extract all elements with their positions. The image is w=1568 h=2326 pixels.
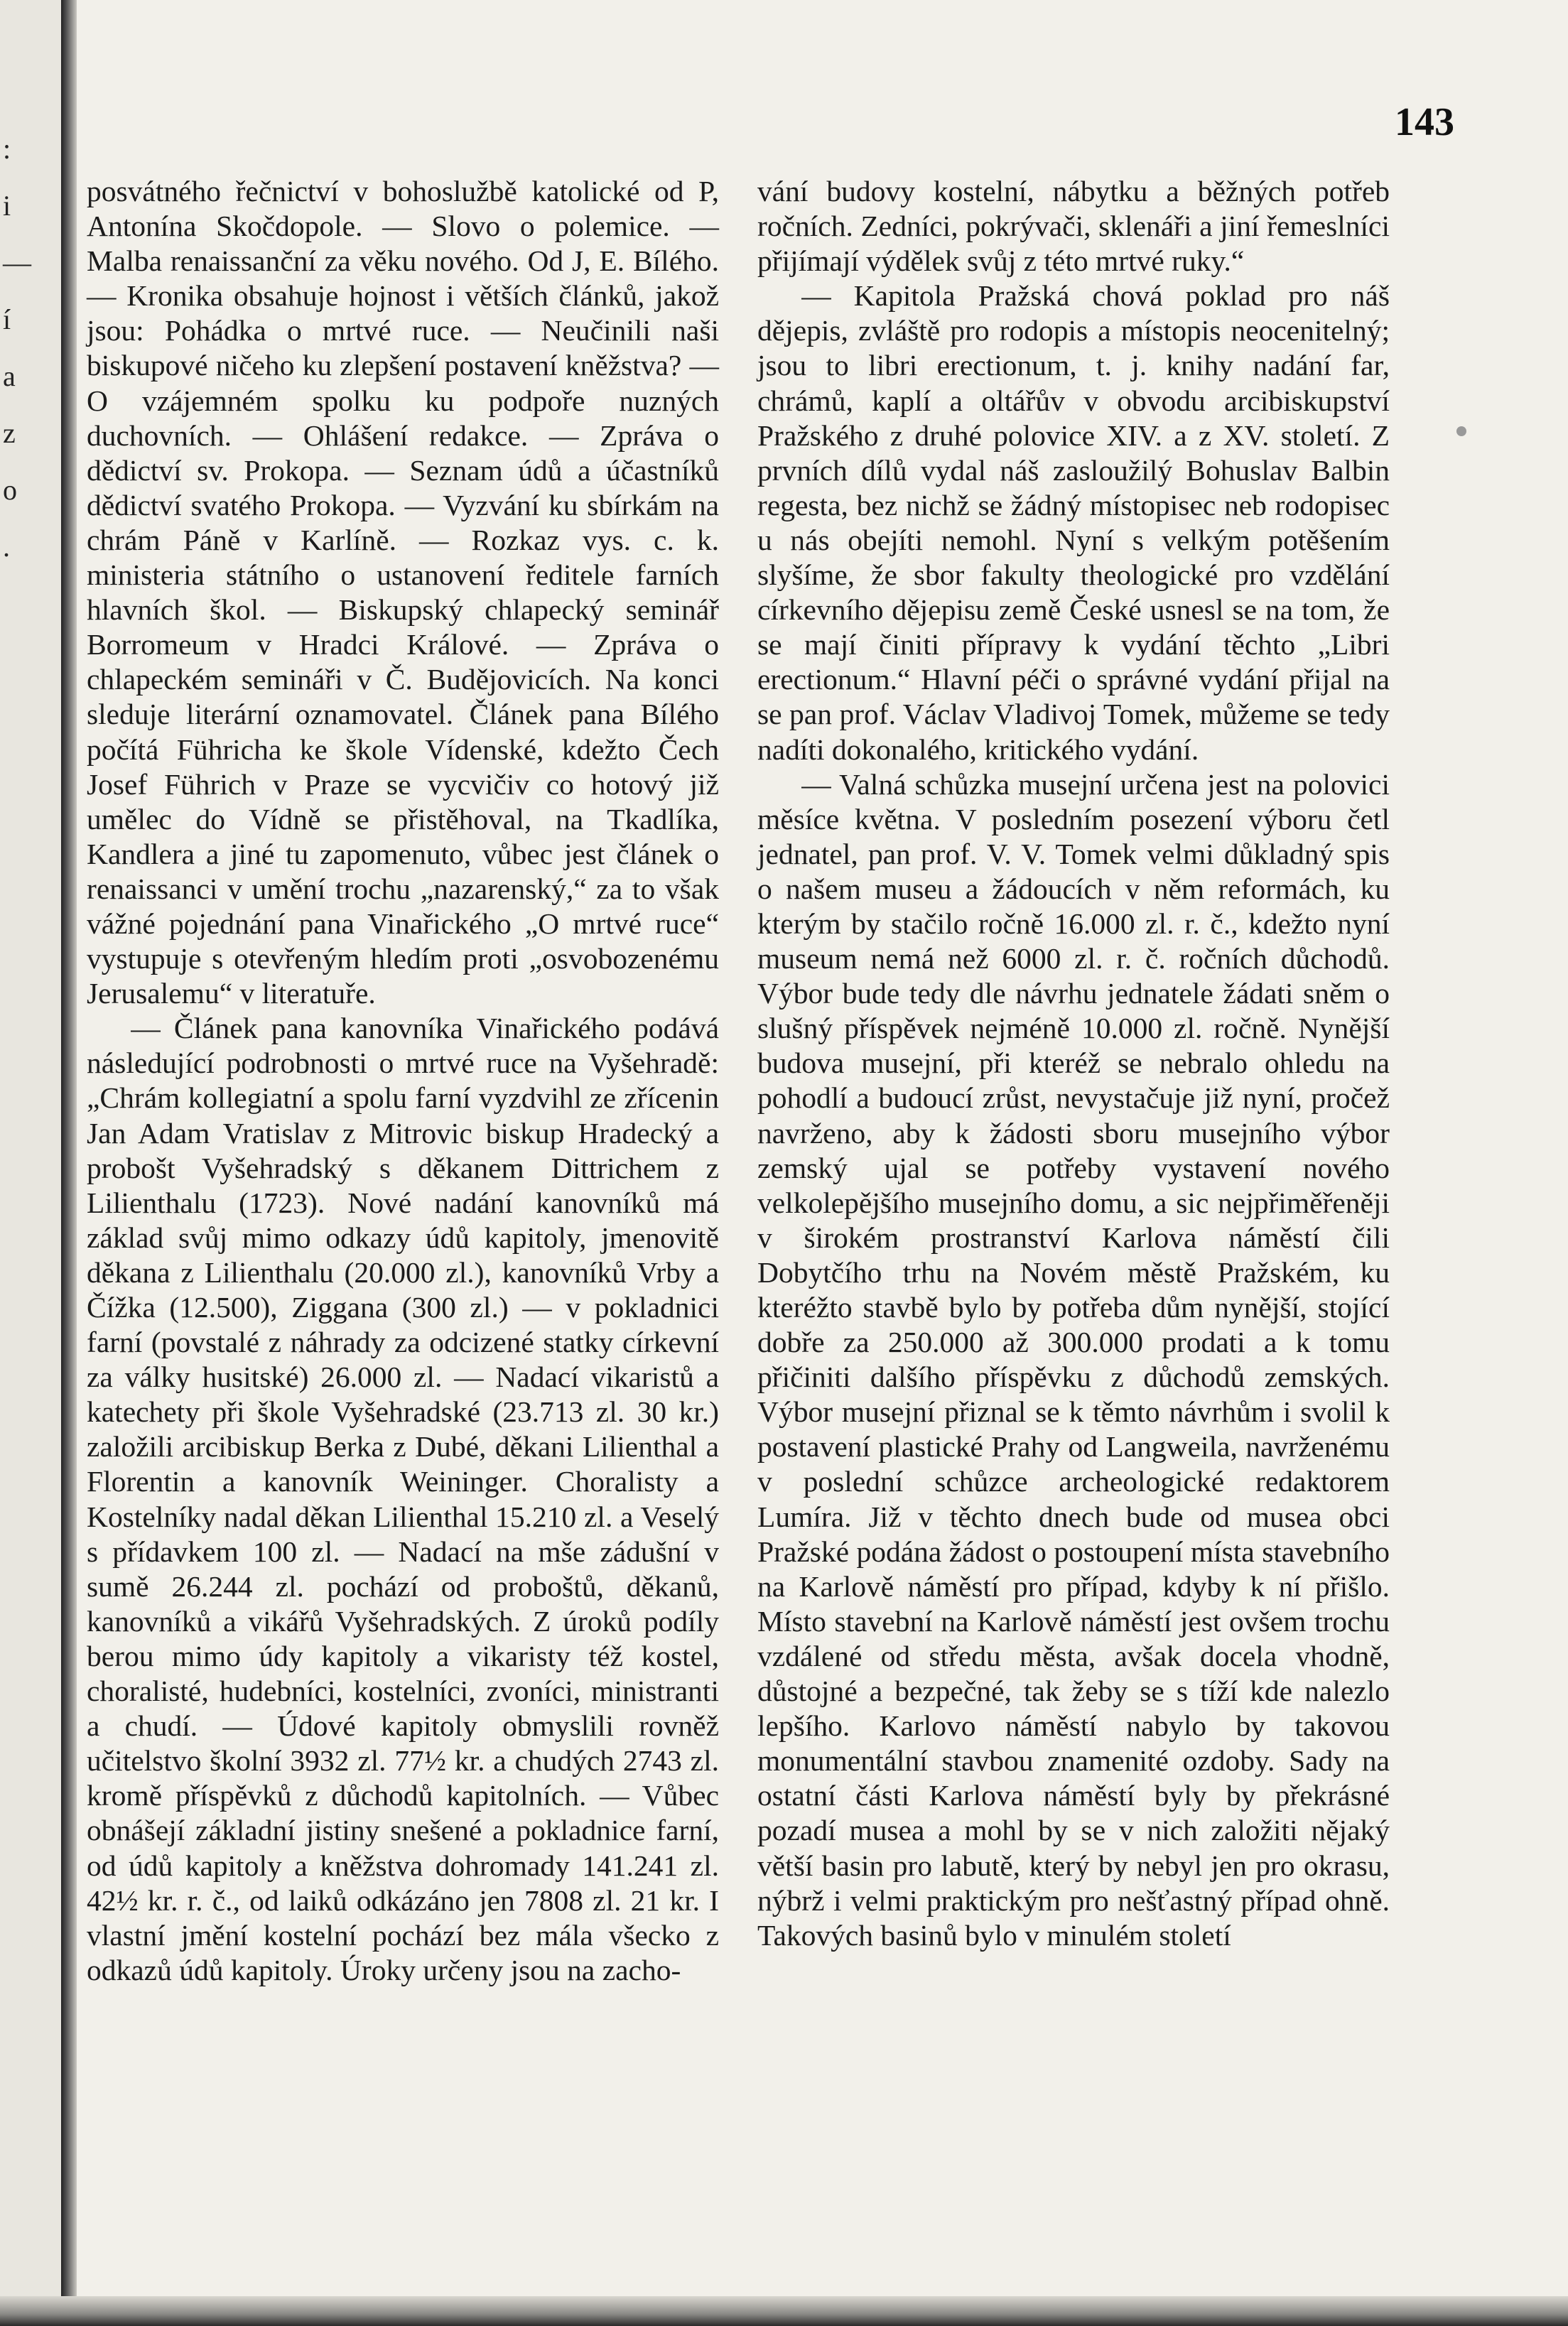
previous-page-margin-letters: : i — í a z o . [3,133,31,563]
previous-page-strip [0,0,65,2326]
page-number: 143 [1395,100,1454,144]
right-text-column [757,174,1390,1953]
page-bottom-edge [0,2296,1568,2326]
paragraph: — Kapitola Pražská chová poklad pro náš dějepis, zvláště pro rodopis a místopis neocenitelný; jsou to libri erectionum, t. j. knihy nadání far, chrámů, kaplí a oltářův v obvodu arcibiskupství Pražského z druhé polovice XIV. a z XV. století. Z prvních dílů vydal náš zasloužilý Bohuslav Balbin regesta, bez nichž se žádný místopisec neb rodopisec u nás obejíti nemohl. Nyní s velkým potěšením slyšíme, že sbor fakulty theologické pro vzdělání církevního dějepisu země České usnesl se na tom, že se mají činiti přípravy k vydání těchto „Libri erectionum.“ Hlavní péči o správné vydání přijal na se pan prof. Václav Vladivoj Tomek, můžeme se tedy nadíti dokonalého, kritického vydání. [757,279,1390,766]
left-text-column [87,174,719,1988]
paragraph: vání budovy kostelní, nábytku a běžných potřeb ročních. Zedníci, pokrývači, sklenáři a jiní řemeslníci přijímají výdělek svůj z této mrtvé ruky.“ [757,175,1390,278]
book-gutter-shadow [61,0,77,2326]
paragraph: — Valná schůzka musejní určena jest na polovici měsíce května. V posledním posezení výboru četl jednatel, pan prof. V. V. Tomek velmi důkladný spis o našem museu a žádoucích v něm reformách, ku kterým by stačilo ročně 16.000 zl. r. č., kdežto nyní museum nemá než 6000 zl. r. č. ročních důchodů. Výbor bude tedy dle návrhu jednatele žádati sněm o slušný příspěvek nejméně 10.000 zl. ročně. Nynější budova musejní, při kteréž se nebralo ohledu na pohodlí a budoucí zrůst, nevystačuje již nyní, pročež navrženo, aby k žádosti sboru musejního výbor zemský ujal se potřeby vystavení nového velkolepějšího musejního domu, a sic nejpřiměřeněji v širokém prostranství Karlova náměstí čili Dobytčího trhu na Novém městě Pražském, ku kteréžto stavbě bylo by potřeba dům nynější, stojící dobře za 250.000 až 300.000 prodati a k tomu přičiniti dalšího příspěvku z důchodů zemských. Výbor musejní přiznal se k těmto návrhům i svolil k postavení plastické Prahy od Langweila, navrženému v poslední schůzce archeologické redaktorem Lumíra. Již v těchto dnech bude od musea obci Pražské podána žádost o postoupení místa stavebního na Karlově náměstí pro případ, kdyby k ní přišlo. Místo stavební na Karlově náměstí jest ovšem trochu vzdálené od středu města, avšak docela vhodně, důstojné a bezpečné, tak žeby se s tíží kde nalezlo lepšího. Karlovo náměstí nabylo by takovou monumentální stavbou znamenité ozdoby. Sady na ostatní části Karlova náměstí byly by překrásné pozadí musea a mohl by se v nich založiti nějaký větší basin pro labutě, který by nebyl jen pro okrasu, nýbrž i velmi praktickým pro nešťastný případ ohně. Takových basinů bylo v minulém století [757,767,1390,1952]
paragraph: — Článek pana kanovníka Vinařického podává následující podrobnosti o mrtvé ruce na Vyšehradě: „Chrám kollegiatní a spolu farní vyzdvihl ze zřícenin Jan Adam Vratislav z Mitrovic biskup Hradecký a probošt Vyšehradský s děkanem Dittrichem z Lilienthalu (1723). Nové nadání kanovníků má základ svůj mimo odkazy údů kapitoly, jmenovitě děkana z Lilienthalu (20.000 zl.), kanovníků Vrby a Čížka (12.500), Ziggana (300 zl.) — v pokladnici farní (povstalé z náhrady za odcizené statky církevní za války husitské) 26.000 zl. — Nadací vikaristů a katechety při škole Vyšehradské (23.713 zl. 30 kr.) založili arcibiskup Berka z Dubé, děkani Lilienthal a Florentin a kanovník Weininger. Choralisty a Kostelníky nadal děkan Lilienthal 15.210 zl. a Veselý s přídavkem 100 zl. — Nadací na mše zádušní v sumě 26.244 zl. pochází od proboštů, děkanů, kanovníků a vikářů Vyšehradských. Z úroků podíly berou mimo údy kapitoly a vikaristy též kostel, choralisté, hudebníci, kostelníci, zvoníci, ministranti a chudí. — Údové kapitoly obmyslili rovněž učitelstvo školní 3932 zl. 77½ kr. a chudých 2743 zl. kromě příspěvků z důchodů kapitolních. — Vůbec obnášejí základní jistiny snešené a pokladnice farní, od údů kapitoly a kněžstva dohromady 141.241 zl. 42½ kr. r. č., od laiků odkázáno jen 7808 zl. 21 kr. I vlastní jmění kostelní pochází bez mála všecko z odkazů údů kapitoly. Úroky určeny jsou na zacho- [87,1012,719,1986]
paper-blemish [1456,426,1466,436]
paragraph: posvátného řečnictví v bohoslužbě katolické od P, Antonína Skočdopole. — Slovo o polemice. — Malba renaissanční za věku nového. Od J, E. Bílého. — Kronika obsahuje hojnost i větších článků, jakož jsou: Pohádka o mrtvé ruce. — Neučinili naši biskupové ničeho ku zlepšení postavení kněžstva? — O vzájemném spolku ku podpoře nuzných duchovních. — Ohlášení redakce. — Zpráva o dědictví sv. Prokopa. — Seznam údů a účastníků dědictví svatého Prokopa. — Vyzvání ku sbírkám na chrám Páně v Karlíně. — Rozkaz vys. c. k. ministeria státního o ustanovení ředitele farních hlavních škol. — Biskupský chlapecký seminář Borromeum v Hradci Králové. — Zpráva o chlapeckém semináři v Č. Budějovicích. Na konci sleduje literární oznamovatel. Článek pana Bílého počítá Führicha ke škole Vídenské, kdežto Čech Josef Führich v Praze se vycvičiv co hotový již umělec do Vídně se přistěhoval, na Tkadlíka, Kandlera a jiné tu zapomenuto, vůbec jest článek o renaissanci v umění trochu „nazarenský,“ za to však vážné pojednání pana Vinařického „O mrtvé ruce“ vystupuje s otevřeným hledím proti „osvobozenému Jerusalemu“ v literatuře. [87,175,719,1010]
